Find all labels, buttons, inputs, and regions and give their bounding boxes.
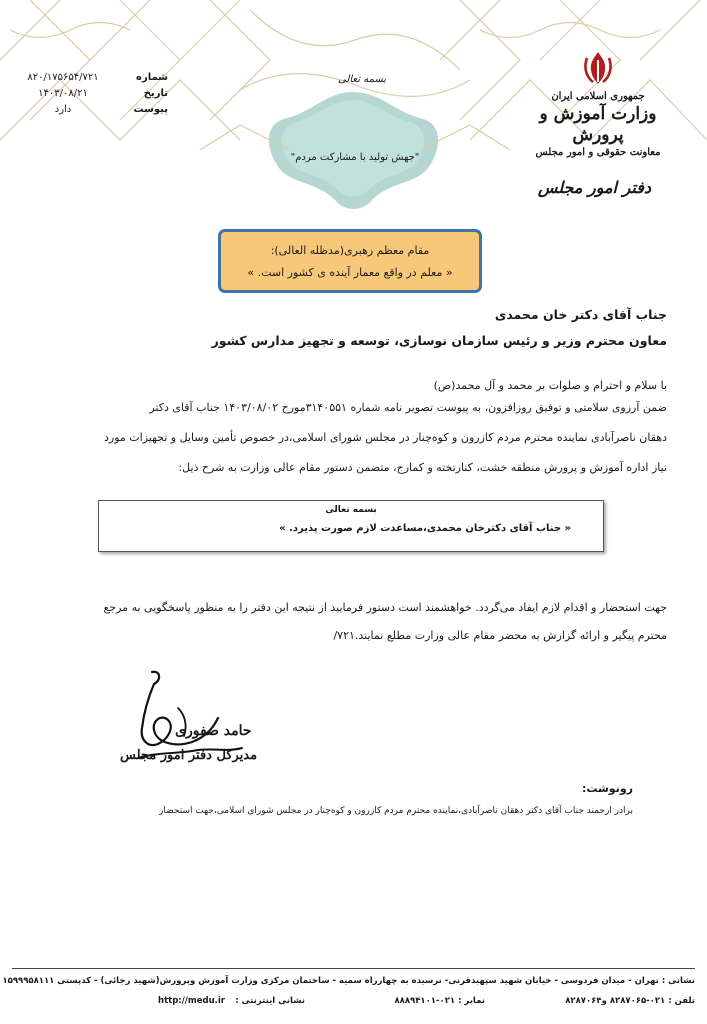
signer-name: حامد صفوری [175, 723, 252, 739]
recipient-name: جناب آقای دکتر خان محمدی [494, 307, 667, 322]
greeting: با سلام و احترام و صلوات بر محمد و آل محمد(ص) [433, 379, 667, 392]
logo-ministry: وزارت آموزش و پرورش [539, 104, 657, 145]
footer-divider [12, 968, 695, 969]
number-label: شماره [136, 72, 168, 83]
order-title: بسمه تعالی [325, 505, 377, 515]
header-besmeh: بسمه تعالی [338, 74, 387, 85]
attachment-value: دارد [54, 104, 72, 115]
quote-attribution: مقام معظم رهبری(مدظله العالی): [270, 244, 430, 257]
body-line-4: جهت استحضار و اقدام لازم ایفاد می‌گردد. خواهشمند است دستور فرمایید از نتیجه این دفتر را به منظور پاسخگویی به مرجع [103, 601, 667, 614]
order-text: « جناب آقای دکترخان محمدی،مساعدت لازم صورت پذیرد. » [279, 523, 571, 534]
date-value: ۱۴۰۳/۰۸/۲۱ [38, 88, 88, 99]
footer-phone: تلفن : ۰۲۱-۸۲۸۷۰۶۵ و۸۲۸۷۰۶۴ [565, 996, 695, 1006]
leader-quote-box [218, 229, 482, 293]
attachment-label: پیوست [133, 104, 168, 115]
signer-title: مدیرکل دفتر امور مجلس [120, 748, 258, 763]
logo-deputy: معاونت حقوقی و امور مجلس [535, 147, 661, 158]
letter-meta [8, 70, 168, 118]
footer-website-label: نشانی اینترنتی : [235, 996, 305, 1006]
ministry-logo [533, 48, 663, 160]
recipient-title: معاون محترم وزیر و رئیس سازمان نوسازی، توسعه و تجهیز مدارس کشور [211, 333, 667, 348]
number-value: ۸۲۰/۱۷۵۶۵۴/۷۲۱ [27, 72, 99, 83]
iran-emblem-icon [581, 48, 615, 88]
office-name: دفتر امور مجلس [537, 178, 651, 197]
cc-text: برادر ارجمند جناب آقای دکتر دهقان ناصرآبادی،نماینده محترم مردم کازرون و کوه‌چنار در مجلس شورای اسلامی،جهت استحضار [159, 806, 633, 816]
footer-fax: نمابر : ۰۲۱-۸۸۸۹۴۱۰۱ [394, 996, 485, 1006]
quote-text: « معلم در واقع معمار آینده ی کشور است. » [247, 266, 453, 279]
footer-website-link[interactable]: http://medu.ir [158, 996, 225, 1006]
body-line-2: دهقان ناصرآبادی نماینده محترم مردم کازرون و کوه‌چنار در مجلس شورای اسلامی،در خصوص تأمین وسایل و تجهیزات مورد [104, 431, 667, 444]
cc-label: رونوشت: [581, 782, 633, 795]
body-line-1: ضمن آرزوی سلامتی و توفیق روزافزون، به پیوست تصویر نامه شماره ۳۱۴۰۵۵۱مورخ ۱۴۰۳/۰۸/۰۲ جناب آقای دکتر [149, 401, 667, 414]
date-label: تاریخ [143, 88, 168, 99]
body-line-5: محترم پیگیر و ارائه گزارش به محضر مقام عالی وزارت مطلع نمایند.۷۲۱/ [333, 629, 667, 642]
minister-order-box [98, 500, 604, 552]
slogan: "جهش تولید با مشارکت مردم" [290, 152, 420, 163]
body-line-3: نیاز اداره آموزش و پرورش منطقه خشت، کنارتخته و کمارج، متضمن دستور مقام عالی وزارت به شرح ذیل: [178, 461, 667, 474]
footer-address: نشانی : تهران - میدان فردوسی - خیابان شهید سپهبدقرنی- نرسیده به چهارراه سمیه - ساختمان مرکزی وزارت آموزش وپرورش(شهید رجائی) - کدپستی ۱۵۹۹۹۵۸۱۱۱ [2, 976, 695, 986]
logo-republic: جمهوری اسلامی ایران [551, 91, 645, 102]
